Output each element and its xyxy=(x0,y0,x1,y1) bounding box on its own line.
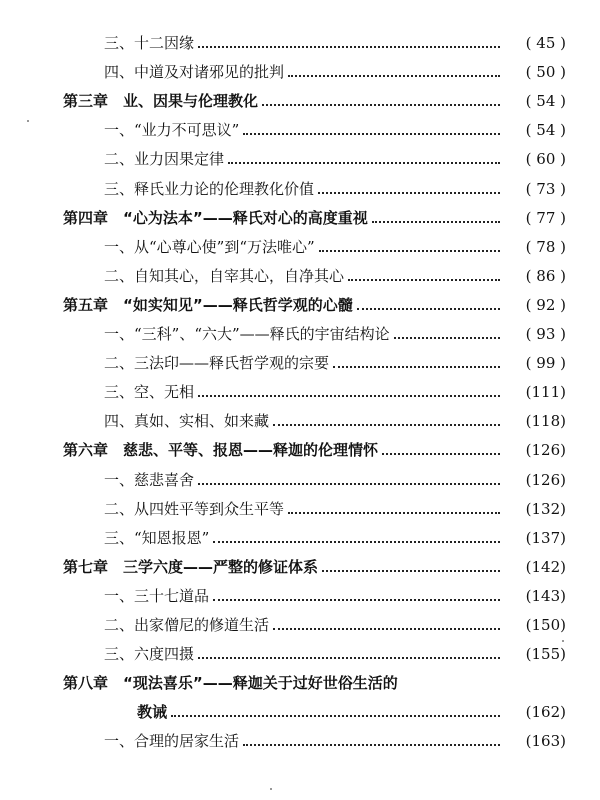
toc-dot-leader xyxy=(228,162,500,164)
toc-chapter-entry xyxy=(0,290,600,320)
toc-page-number: (126) xyxy=(525,470,566,489)
toc-page-number: (150) xyxy=(525,616,566,634)
toc-entry-title: 二、出家僧尼的修道生活 xyxy=(104,616,270,634)
toc-dot-leader xyxy=(357,308,500,310)
toc-page-number: ( 73 ) xyxy=(525,179,566,198)
toc-dot-leader xyxy=(243,133,500,135)
toc-dot-leader xyxy=(322,570,500,572)
toc-entry-title: 三、释氏业力论的伦理教化价值 xyxy=(104,179,315,198)
toc-page-number: (155) xyxy=(525,645,566,664)
toc-section-entry xyxy=(0,232,600,262)
toc-page-number: ( 45 ) xyxy=(525,34,566,52)
toc-dot-leader xyxy=(213,541,500,543)
toc-dot-leader xyxy=(171,715,500,717)
toc-entry-title: 三、空、无相 xyxy=(104,383,195,402)
toc-page-number: ( 99 ) xyxy=(525,354,566,373)
toc-page-number: ( 86 ) xyxy=(525,266,566,285)
toc-page-number: (126) xyxy=(525,441,566,460)
toc-page-number: (132) xyxy=(525,499,566,518)
toc-entry-title: 第三章 业、因果与伦理教化 xyxy=(63,92,259,111)
toc-section-entry xyxy=(0,348,600,378)
toc-chapter-entry xyxy=(0,86,600,116)
toc-section-entry xyxy=(0,697,600,727)
toc-entry-title: 第七章 三学六度——严整的修证体系 xyxy=(63,557,319,576)
scan-speck xyxy=(562,640,564,642)
toc-page-number: (143) xyxy=(525,586,566,605)
toc-chapter-entry xyxy=(0,552,600,582)
toc-dot-leader xyxy=(198,46,500,48)
toc-page-number: (142) xyxy=(525,557,566,576)
toc-entry-title: 二、自知其心，自宰其心，自净其心 xyxy=(104,266,345,285)
toc-page-number: ( 54 ) xyxy=(525,92,566,111)
toc-chapter-entry xyxy=(0,668,600,698)
toc-entry-title: 一、“业力不可思议” xyxy=(104,121,240,140)
toc-entry-title: 二、业力因果定律 xyxy=(104,150,225,169)
toc-entry-title: 二、三法印——释氏哲学观的宗要 xyxy=(104,354,330,373)
toc-section-entry xyxy=(0,115,600,145)
toc-dot-leader xyxy=(348,279,500,281)
scan-speck xyxy=(27,120,29,122)
toc-entry-title: 一、三十七道品 xyxy=(104,586,210,605)
toc-section-entry xyxy=(0,465,600,495)
toc-section-entry xyxy=(0,28,600,58)
toc-dot-leader xyxy=(273,628,500,630)
toc-entry-title: 一、“三科”、“六大”——释氏的宇宙结构论 xyxy=(104,325,390,343)
toc-section-entry xyxy=(0,406,600,436)
toc-entry-title: 三、六度四摄 xyxy=(104,645,195,664)
toc-page-number: ( 60 ) xyxy=(525,150,566,169)
scan-speck xyxy=(270,788,272,790)
toc-dot-leader xyxy=(394,337,500,339)
toc-section-entry xyxy=(0,174,600,204)
toc-dot-leader xyxy=(213,599,500,601)
toc-dot-leader xyxy=(382,453,500,455)
toc-section-entry xyxy=(0,726,600,756)
toc-chapter-entry xyxy=(0,203,600,233)
toc-dot-leader xyxy=(288,75,500,77)
toc-entry-title: 一、合理的居家生活 xyxy=(104,732,240,751)
toc-entry-title: 第五章 “如实知见”——释氏哲学观的心髓 xyxy=(63,295,353,314)
toc-entry-title: 四、中道及对诸邪见的批判 xyxy=(104,63,285,82)
toc-section-entry xyxy=(0,377,600,407)
toc-dot-leader xyxy=(243,744,500,746)
toc-section-entry xyxy=(0,57,600,87)
toc-dot-leader xyxy=(318,192,500,194)
toc-page-number: (137) xyxy=(525,528,566,547)
toc-section-entry xyxy=(0,319,600,349)
toc-entry-title: 第八章 “现法喜乐”——释迦关于过好世俗生活的 xyxy=(63,674,398,693)
toc-page-number: ( 92 ) xyxy=(525,295,566,314)
toc-entry-title: 三、“知恩报恩” xyxy=(104,528,210,547)
toc-entry-title: 一、慈悲喜舍 xyxy=(104,470,195,489)
toc-entry-title: 教诫 xyxy=(137,703,168,722)
toc-section-entry xyxy=(0,639,600,669)
toc-section-entry xyxy=(0,523,600,553)
toc-page-number: ( 78 ) xyxy=(525,237,566,256)
toc-page-number: ( 77 ) xyxy=(525,208,566,227)
toc-page-number: ( 50 ) xyxy=(525,63,566,82)
toc-dot-leader xyxy=(273,424,500,426)
toc-section-entry xyxy=(0,581,600,611)
toc-page-number: ( 54 ) xyxy=(525,121,566,140)
toc-dot-leader xyxy=(262,104,500,106)
toc-section-entry xyxy=(0,610,600,640)
toc-section-entry xyxy=(0,494,600,524)
toc-entry-title: 二、从四姓平等到众生平等 xyxy=(104,499,285,518)
toc-entry-title: 第六章 慈悲、平等、报恩——释迦的伦理情怀 xyxy=(63,441,379,460)
toc-dot-leader xyxy=(198,395,500,397)
toc-dot-leader xyxy=(198,657,500,659)
toc-section-entry xyxy=(0,144,600,174)
toc-page-number: (162) xyxy=(525,703,566,722)
toc-section-entry xyxy=(0,261,600,291)
toc-page-number: ( 93 ) xyxy=(525,325,566,343)
toc-entry-title: 三、十二因缘 xyxy=(104,34,195,52)
toc-dot-leader xyxy=(198,483,500,485)
toc-entry-title: 四、真如、实相、如来藏 xyxy=(104,412,270,431)
toc-page-number: (118) xyxy=(525,412,566,431)
toc-chapter-entry xyxy=(0,435,600,465)
toc-dot-leader xyxy=(319,250,500,252)
toc-entry-title: 一、从“心尊心使”到“万法唯心” xyxy=(104,237,315,256)
toc-dot-leader xyxy=(288,512,500,514)
toc-page-number: (111) xyxy=(525,383,566,402)
toc-dot-leader xyxy=(372,221,500,223)
toc-entry-title: 第四章 “心为法本”——释氏对心的高度重视 xyxy=(63,208,368,227)
toc-page-number: (163) xyxy=(525,732,566,751)
toc-dot-leader xyxy=(333,366,500,368)
